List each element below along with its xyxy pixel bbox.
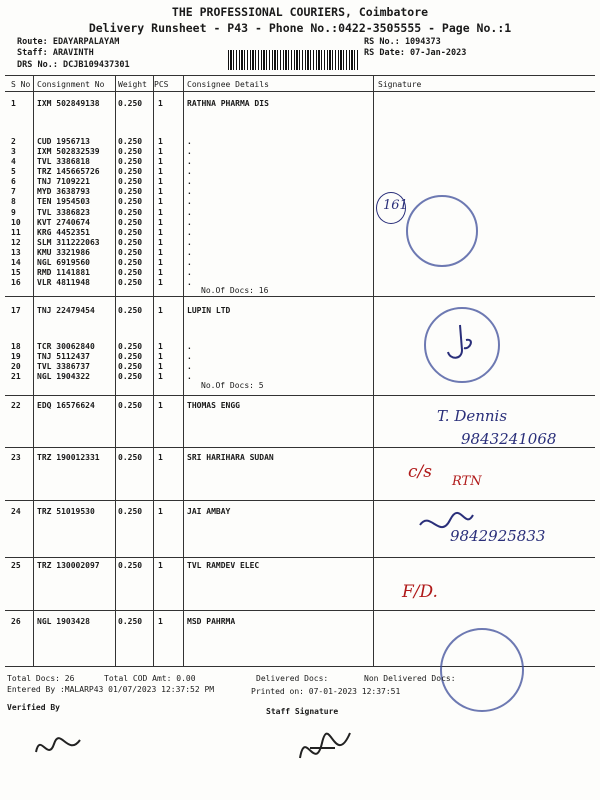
- cell-sno: 16: [11, 278, 21, 288]
- cell-sno: 12: [11, 237, 21, 247]
- cell-consignment: TEN 1954503: [37, 197, 90, 207]
- cell-weight: 0.250: [118, 187, 143, 197]
- cell-consignment: TRZ 145665726: [37, 167, 100, 177]
- docs-count: No.Of Docs: 16: [201, 286, 269, 295]
- cell-consignee: .: [187, 157, 192, 167]
- drs-number: DRS No.: DCJB109437301: [17, 60, 130, 70]
- cell-pcs: 1: [158, 401, 163, 410]
- col-header-consignee: Consignee Details: [187, 80, 269, 89]
- col-header-consignment: Consignment No: [37, 80, 105, 89]
- rs-number: RS No.: 1094373: [364, 37, 441, 47]
- handwritten-phone2: 9842925833: [450, 527, 546, 545]
- cell-consignment: TVL 3386737: [37, 362, 90, 372]
- cell-weight: 0.250: [118, 507, 143, 516]
- cell-sno: 18: [11, 342, 21, 351]
- delivered-docs: Delivered Docs:: [256, 674, 329, 683]
- cell-pcs: 1: [158, 257, 163, 267]
- header-bottom-border: [5, 91, 595, 92]
- cell-consignment: RMD 1141881: [37, 268, 90, 278]
- cell-consignment: TRZ 130002097: [37, 561, 100, 570]
- col-divider: [115, 75, 116, 666]
- cell-weight: 0.250: [118, 453, 143, 462]
- group-divider: [5, 395, 595, 396]
- handwritten-name: T. Dennis: [437, 407, 508, 425]
- group-divider: [5, 610, 595, 611]
- signature-scribble: [440, 320, 480, 365]
- cell-weight: 0.250: [118, 352, 143, 362]
- cell-sno: 24: [11, 507, 21, 516]
- cell-consignee: MSD PAHRMA: [187, 617, 236, 626]
- cell-consignee: SRI HARIHARA SUDAN: [187, 453, 274, 462]
- cell-weight: 0.250: [118, 177, 143, 187]
- staff-label: Staff: ARAVINTH: [17, 48, 94, 58]
- cell-pcs: 1: [158, 157, 163, 167]
- barcode: [228, 50, 360, 70]
- cell-weight: 0.250: [118, 237, 143, 247]
- company-title: THE PROFESSIONAL COURIERS, Coimbatore: [171, 5, 429, 19]
- cell-consignment: MYD 3638793: [37, 187, 90, 197]
- cell-consignee: .: [187, 167, 192, 177]
- cell-weight: 0.250: [118, 247, 143, 257]
- cell-sno: 19: [11, 352, 21, 362]
- col-divider: [153, 75, 154, 666]
- cell-consignment: SLM 311222063: [37, 237, 100, 247]
- runsheet-subtitle: Delivery Runsheet - P43 - Phone No.:0422-3505555 - Page No.:1: [88, 21, 512, 35]
- cell-consignment: VLR 4811948: [37, 278, 90, 288]
- cell-consignment: TRZ 51019530: [37, 507, 95, 516]
- verified-by-label: Verified By: [7, 703, 60, 712]
- cell-consignee: .: [187, 147, 192, 157]
- cell-consignee: .: [187, 177, 192, 187]
- cell-consignment: TNJ 7109221: [37, 177, 90, 187]
- route-label: Route: EDAYARPALAYAM: [17, 37, 120, 47]
- cell-consignment: TNJ 5112437: [37, 352, 90, 362]
- handwritten-rtn: RTN: [452, 474, 482, 489]
- cell-pcs: 1: [158, 342, 163, 351]
- cell-sno: 8: [11, 197, 16, 207]
- col-divider: [33, 75, 34, 666]
- rs-date: RS Date: 07-Jan-2023: [364, 48, 467, 58]
- cell-consignee: .: [187, 207, 192, 217]
- entered-by: Entered By :MALARP43 01/07/2023 12:37:52 PM: [7, 685, 215, 694]
- cell-sno: 15: [11, 268, 21, 278]
- cell-pcs: 1: [158, 453, 163, 462]
- cell-consignment: EDQ 16576624: [37, 401, 95, 410]
- cell-sno: 5: [11, 167, 16, 177]
- group-divider: [5, 557, 595, 558]
- cell-sno: 25: [11, 561, 21, 570]
- cell-consignee: .: [187, 342, 192, 351]
- staff-signature: [290, 718, 360, 778]
- cell-weight: 0.250: [118, 197, 143, 207]
- cell-weight: 0.250: [118, 342, 143, 351]
- cell-sno: 20: [11, 362, 21, 372]
- cell-sno: 17: [11, 306, 21, 315]
- cell-consignment: IXM 502849138: [37, 99, 100, 108]
- cell-consignee: .: [187, 268, 192, 278]
- cell-sno: 14: [11, 257, 21, 267]
- cell-weight: 0.250: [118, 217, 143, 227]
- cell-sno: 2: [11, 137, 16, 146]
- cell-weight: 0.250: [118, 561, 143, 570]
- cell-weight: 0.250: [118, 401, 143, 410]
- cell-pcs: 1: [158, 147, 163, 157]
- cell-sno: 9: [11, 207, 16, 217]
- cell-consignment: KVT 2740674: [37, 217, 90, 227]
- cell-consignee: .: [187, 137, 192, 146]
- total-docs: Total Docs: 26: [7, 674, 75, 683]
- cell-consignment: KRG 4452351: [37, 227, 90, 237]
- cell-weight: 0.250: [118, 617, 143, 626]
- col-header-pcs: PCS: [154, 80, 169, 89]
- cell-sno: 23: [11, 453, 21, 462]
- cell-consignment: NGL 1903428: [37, 617, 90, 626]
- cell-weight: 0.250: [118, 257, 143, 267]
- cell-weight: 0.250: [118, 362, 143, 372]
- cell-consignee: .: [187, 372, 192, 382]
- cell-consignment: TRZ 190012331: [37, 453, 100, 462]
- cell-pcs: 1: [158, 167, 163, 177]
- cell-sno: 6: [11, 177, 16, 187]
- cell-consignee: .: [187, 197, 192, 207]
- cell-pcs: 1: [158, 278, 163, 288]
- cell-pcs: 1: [158, 362, 163, 372]
- cell-weight: 0.250: [118, 227, 143, 237]
- cell-sno: 21: [11, 372, 21, 382]
- cell-consignee: .: [187, 217, 192, 227]
- cell-consignee: LUPIN LTD: [187, 306, 231, 315]
- cell-pcs: 1: [158, 187, 163, 197]
- cell-pcs: 1: [158, 177, 163, 187]
- cell-weight: 0.250: [118, 278, 143, 288]
- cell-sno: 22: [11, 401, 21, 410]
- cell-consignee: .: [187, 187, 192, 197]
- printed-on: Printed on: 07-01-2023 12:37:51: [251, 687, 401, 696]
- cell-pcs: 1: [158, 217, 163, 227]
- group-divider: [5, 500, 595, 501]
- cell-consignment: TCR 30062840: [37, 342, 95, 351]
- cell-pcs: 1: [158, 237, 163, 247]
- cell-consignment: TNJ 22479454: [37, 306, 95, 315]
- cell-consignee: .: [187, 352, 192, 362]
- col-header-signature: Signature: [378, 80, 422, 89]
- cell-consignment: NGL 1904322: [37, 372, 90, 382]
- cell-consignee: .: [187, 237, 192, 247]
- cell-weight: 0.250: [118, 147, 143, 157]
- cell-pcs: 1: [158, 507, 163, 516]
- col-header-weight: Weight: [118, 80, 147, 89]
- cell-consignment: NGL 6919560: [37, 257, 90, 267]
- table-top-border: [5, 75, 595, 76]
- handwritten-cs: c/s: [408, 462, 432, 482]
- docs-count: No.Of Docs: 5: [201, 381, 264, 390]
- cell-pcs: 1: [158, 207, 163, 217]
- cell-weight: 0.250: [118, 167, 143, 177]
- signature-scribble: [415, 505, 475, 545]
- cell-weight: 0.250: [118, 306, 143, 315]
- total-cod: Total COD Amt: 0.00: [104, 674, 196, 683]
- cell-sno: 3: [11, 147, 16, 157]
- cell-pcs: 1: [158, 372, 163, 382]
- cell-consignee: THOMAS ENGG: [187, 401, 240, 410]
- col-header-sno: S No: [11, 80, 31, 89]
- cell-pcs: 1: [158, 561, 163, 570]
- cell-consignee: .: [187, 362, 192, 372]
- non-delivered-docs: Non Delivered Docs:: [364, 674, 456, 683]
- handwritten-fd: F/D.: [402, 582, 438, 602]
- cell-weight: 0.250: [118, 372, 143, 382]
- cell-sno: 1: [11, 99, 16, 108]
- cell-sno: 10: [11, 217, 21, 227]
- cell-sno: 4: [11, 157, 16, 167]
- cell-weight: 0.250: [118, 268, 143, 278]
- col-divider: [183, 75, 184, 666]
- cell-sno: 26: [11, 617, 21, 626]
- cell-sno: 11: [11, 227, 21, 237]
- cell-consignee: .: [187, 278, 192, 288]
- cell-pcs: 1: [158, 227, 163, 237]
- handwritten-phone: 9843241068: [461, 430, 557, 448]
- verifier-signature: [28, 722, 88, 767]
- col-divider: [373, 75, 374, 666]
- cell-sno: 7: [11, 187, 16, 197]
- cell-pcs: 1: [158, 197, 163, 207]
- cell-consignee: TVL RAMDEV ELEC: [187, 561, 260, 570]
- cell-consignee: .: [187, 227, 192, 237]
- cell-weight: 0.250: [118, 157, 143, 167]
- cell-pcs: 1: [158, 99, 163, 108]
- cell-weight: 0.250: [118, 137, 143, 146]
- cell-sno: 13: [11, 247, 21, 257]
- cell-weight: 0.250: [118, 207, 143, 217]
- cell-pcs: 1: [158, 137, 163, 146]
- cell-consignment: KMU 3321986: [37, 247, 90, 257]
- delivery-stamp: [406, 195, 478, 267]
- cell-pcs: 1: [158, 352, 163, 362]
- handwritten-number: 161: [383, 198, 408, 213]
- delivery-stamp: [440, 628, 524, 712]
- cell-consignee: .: [187, 257, 192, 267]
- cell-consignee: .: [187, 247, 192, 257]
- cell-pcs: 1: [158, 247, 163, 257]
- cell-consignee: JAI AMBAY: [187, 507, 231, 516]
- cell-pcs: 1: [158, 617, 163, 626]
- group-divider: [5, 296, 595, 297]
- cell-consignment: TVL 3386818: [37, 157, 90, 167]
- cell-pcs: 1: [158, 306, 163, 315]
- cell-pcs: 1: [158, 268, 163, 278]
- staff-signature-label: Staff Signature: [266, 707, 339, 716]
- cell-consignee: RATHNA PHARMA DIS: [187, 99, 269, 108]
- cell-weight: 0.250: [118, 99, 143, 108]
- cell-consignment: CUD 1956713: [37, 137, 90, 146]
- cell-consignment: TVL 3386823: [37, 207, 90, 217]
- cell-consignment: IXM 502832539: [37, 147, 100, 157]
